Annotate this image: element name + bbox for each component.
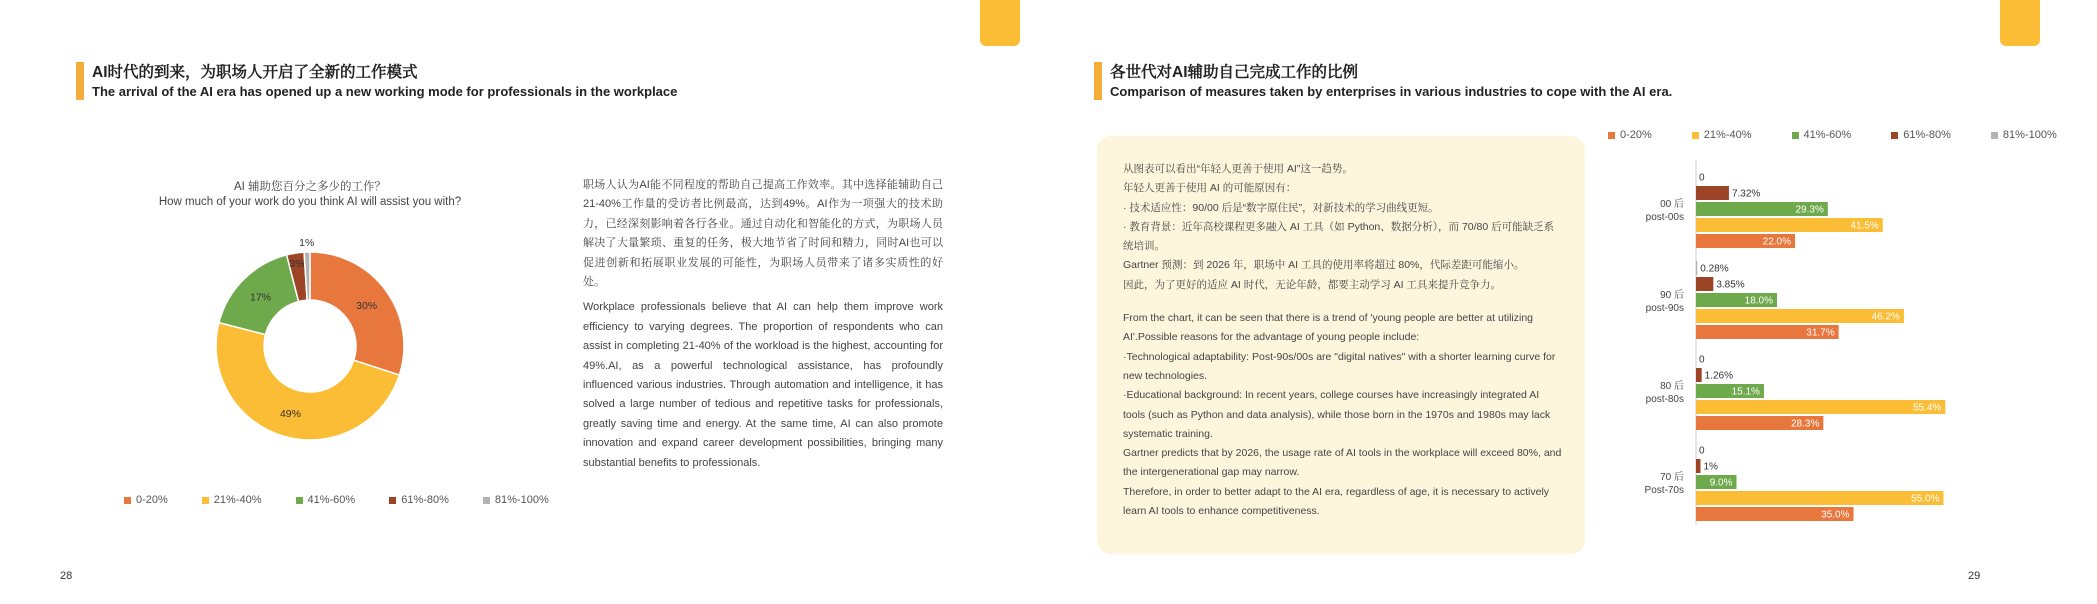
legend-item	[124, 494, 168, 506]
left-body-en: Workplace professionals believe that AI can help them improve work efficiency to varying degrees. The proportion of respondents who can assist in completing 21-40% of the workload is the highest, accounting for 49%.AI, as a powerful technological assistance, has profoundly influenced various industries. Through automation and intelligence, it has solved a large number of tedious and repetitive tasks for professionals, greatly saving time and energy. At the same time, AI can also promote innovation and expand career development possibilities, bringing many substantial benefits to professionals.	[583, 301, 943, 469]
donut-label-81%-100%: 1%	[299, 237, 315, 250]
bar-label-81%-100%: 0	[1699, 172, 1705, 184]
summary-en-line: From the chart, it can be seen that there is a trend of 'young people are better at utilizing AI'.Possible reasons for the advantage of young people include:	[1123, 312, 1533, 344]
right-title-cn: 各世代对AI辅助自己完成工作的比例	[1110, 64, 1359, 81]
bar-label-41%-60%: 18.0%	[1744, 295, 1773, 307]
legend-label: 0-20%	[136, 494, 168, 506]
legend-item	[1608, 129, 1652, 141]
bar-label-0-20%: 28.3%	[1790, 418, 1820, 430]
legend-label: 61%-80%	[401, 494, 449, 506]
legend-label: 81%-100%	[494, 494, 549, 506]
bar-label-0-20%: 31.7%	[1806, 327, 1835, 339]
donut-label-0-20%: 30%	[356, 299, 378, 312]
bar-label-41%-60%: 29.3%	[1795, 204, 1824, 216]
bar-label-21%-40%: 46.2%	[1871, 311, 1900, 323]
legend-swatch	[1891, 132, 1898, 139]
left-title-cn: AI时代的到来，为职场人开启了全新的工作模式	[92, 64, 418, 81]
category-label-en: Post-70s	[1644, 485, 1684, 496]
title-accent-bar	[1094, 62, 1102, 100]
summary-cn-block	[1123, 160, 1563, 295]
bar-21%-40%	[1696, 491, 1944, 505]
left-title-en: The arrival of the AI era has opened up a new working mode for professionals in the workplace	[92, 84, 678, 99]
legend-swatch	[1792, 132, 1799, 139]
legend-label: 21%-40%	[213, 494, 262, 506]
summary-cn-line: 年轻人更善于使用 AI 的可能原因有：	[1123, 182, 1297, 195]
bar-label-41%-60%: 15.1%	[1731, 386, 1760, 398]
legend-item	[1792, 129, 1852, 141]
summary-en-line: Gartner predicts that by 2026, the usage rate of AI tools in the workplace will exceed 80%, and the intergenerational gap may narrow.	[1123, 447, 1562, 479]
right-title-en: Comparison of measures taken by enterprises in various industries to cope with the AI era.	[1110, 84, 1673, 99]
legend-label: 41%-60%	[307, 494, 356, 506]
category-label-en: post-90s	[1645, 303, 1684, 314]
donut-slice-0-20%	[310, 252, 404, 375]
legend-item	[296, 494, 356, 506]
legend-swatch	[202, 497, 209, 504]
summary-cn-line: · 教育背景：近年高校课程更多融入 AI 工具（如 Python、数据分析），而 70/80 后可能缺乏系统培训。	[1123, 220, 1555, 253]
summary-cn-line: · 技术适应性：90/00 后是“数字原住民”，对新技术的学习曲线更短。	[1123, 201, 1439, 214]
donut-title-cn: AI 辅助您百分之多少的工作？	[233, 181, 387, 193]
bar-label-81%-100%: 0	[1699, 445, 1705, 457]
legend-item	[389, 494, 449, 506]
category-label-cn: 80 后	[1660, 381, 1684, 392]
summary-en-block	[1123, 309, 1563, 521]
legend-swatch	[1608, 132, 1615, 139]
bar-label-21%-40%: 41.5%	[1850, 220, 1879, 232]
legend-item	[1991, 129, 2057, 141]
bar-label-21%-40%: 55.4%	[1912, 402, 1942, 414]
page-corner-tab-left	[980, 0, 1020, 46]
page-number-right: 29	[1968, 570, 1981, 582]
bar-legend	[1608, 129, 2097, 141]
legend-label: 0-20%	[1620, 129, 1652, 141]
donut-chart	[200, 236, 420, 456]
category-label-cn: 70 后	[1660, 472, 1684, 483]
bar-label-61%-80%: 1%	[1703, 461, 1718, 473]
donut-legend	[124, 494, 583, 506]
bar-label-0-20%: 35.0%	[1821, 509, 1850, 521]
donut-label-41%-60%: 17%	[249, 291, 272, 304]
donut-title-en: How much of your work do you think AI will assist you with?	[158, 196, 462, 208]
legend-swatch	[483, 497, 490, 504]
legend-swatch	[1692, 132, 1699, 139]
bar-61%-80%	[1696, 459, 1701, 473]
donut-chart-title	[130, 180, 490, 210]
bar-21%-40%	[1696, 400, 1945, 414]
legend-item	[202, 494, 262, 506]
summary-en-line: Therefore, in order to better adapt to the AI era, regardless of age, it is necessary to actively learn AI tools to enhance competitiveness.	[1123, 485, 1550, 518]
legend-swatch	[296, 497, 303, 504]
bar-label-81%-100%: 0	[1699, 354, 1705, 366]
generation-bar-chart	[1610, 160, 2010, 530]
category-label-en: post-80s	[1645, 394, 1684, 405]
legend-swatch	[124, 497, 131, 504]
legend-item	[1692, 129, 1752, 141]
bar-label-41%-60%: 9.0%	[1709, 477, 1733, 489]
bar-label-21%-40%: 55.0%	[1911, 493, 1940, 505]
summary-cn-line: Gartner 预测：到 2026 年，职场中 AI 工具的使用率将超过 80%，代际差距可能缩小。	[1123, 259, 1525, 272]
category-label-en: post-00s	[1645, 212, 1684, 223]
left-body-cn: 职场人认为AI能不同程度的帮助自己提高工作效率。其中选择能辅助自己21-40%工作量的受访者比例最高，达到49%。AI作为一项强大的技术助力，已经深刻影响着各行各业。通过自动化和智能化的方式，为职场人员解决了大量繁琐、重复的任务，极大地节省了时间和精力，同时AI也可以促进创新和拓展职业发展的可能性，为职场人员带来了诸多实质性的好处。	[583, 179, 943, 289]
summary-cn-line: 从图表可以看出“年轻人更善于使用 AI”这一趋势。	[1123, 163, 1353, 175]
summary-en-line: ·Technological adaptability: Post-90s/00s are "digital natives" with a shorter learning curve for new technologies.	[1123, 350, 1556, 382]
category-label-cn: 00 后	[1660, 199, 1684, 210]
bar-label-61%-80%: 3.85%	[1716, 279, 1745, 291]
bar-61%-80%	[1696, 277, 1713, 291]
left-body-text	[583, 176, 943, 473]
legend-item	[1891, 129, 1951, 141]
legend-label: 61%-80%	[1903, 129, 1951, 141]
legend-label: 21%-40%	[1703, 129, 1752, 141]
legend-label: 41%-60%	[1803, 129, 1852, 141]
summary-box-text	[1123, 160, 1563, 521]
bar-label-81%-100%: 0.28%	[1700, 263, 1729, 275]
bar-label-0-20%: 22.0%	[1762, 236, 1791, 248]
donut-label-21%-40%: 49%	[279, 408, 301, 421]
page-corner-tab-right	[2000, 0, 2040, 46]
legend-swatch	[1991, 132, 1998, 139]
bar-61%-80%	[1696, 186, 1729, 200]
page-number-left: 28	[60, 570, 73, 582]
legend-label: 81%-100%	[2002, 129, 2057, 141]
bar-label-61%-80%: 7.32%	[1731, 188, 1761, 200]
bar-label-61%-80%: 1.26%	[1704, 370, 1734, 382]
summary-en-line: ·Educational background: In recent years, college courses have increasingly integrated AI tools (such as Python and data analysis), while those born in the 1970s and 1980s may lack systematic training.	[1123, 389, 1551, 440]
donut-label-61%-80%: 3%	[289, 258, 305, 271]
summary-cn-line: 因此，为了更好的适应 AI 时代，无论年龄，都要主动学习 AI 工具来提升竞争力。	[1123, 278, 1502, 291]
bar-81%-100%	[1696, 261, 1697, 275]
title-accent-bar	[76, 62, 84, 100]
bar-61%-80%	[1696, 368, 1702, 382]
category-label-cn: 90 后	[1660, 290, 1684, 301]
legend-item	[483, 494, 549, 506]
legend-swatch	[389, 497, 396, 504]
